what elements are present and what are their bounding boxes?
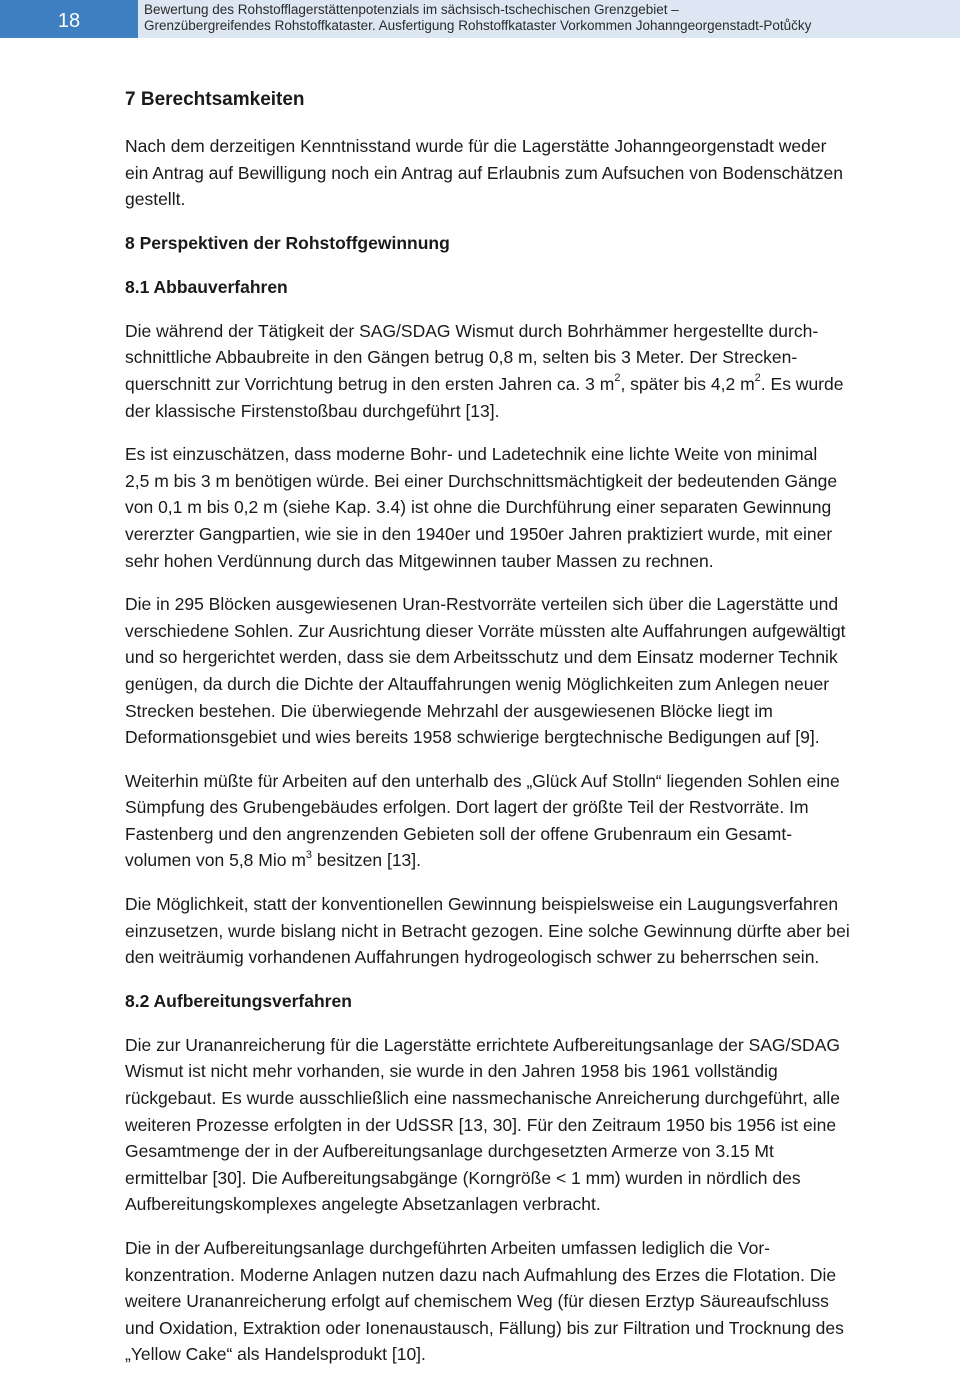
text-line: sehr hohen Verdünnung durch das Mitgewinnen tauber Massen zu rechnen. [125, 550, 714, 571]
text-line: genügen, da durch die Dichte der Altauffahrungen wenig Möglichkeiten zum Anlegen neuer [125, 673, 830, 694]
section-8-1-paragraph-5 [125, 891, 960, 971]
text-line: „Yellow Cake“ als Handelsprodukt [10]. [125, 1344, 426, 1365]
text-line: Es ist einzuschätzen, dass moderne Bohr- und Ladetechnik eine lichte Weite von minimal [125, 444, 818, 465]
superscript: 3 [305, 848, 313, 861]
section-8-2-heading: 8.2 Aufbereitungsverfahren [125, 990, 352, 1011]
section-8-1-paragraph-3 [125, 591, 960, 751]
page-header [0, 0, 960, 38]
text-line: vererzter Gangpartien, wie sie in den 1940er und 1950er Jahren praktiziert wurde, mit einer [125, 523, 833, 544]
text-fragment: volumen von 5,8 Mio m [125, 850, 306, 871]
text-line: verschiedene Sohlen. Zur Ausrichtung dieser Vorräte müssten alte Auffahrungen aufgewältigt [125, 620, 846, 641]
text-line: Aufbereitungskomplexes angelegte Absetzanlagen verbracht. [125, 1194, 601, 1215]
text-line [125, 847, 960, 874]
section-7-heading: 7 Berechtsamkeiten [125, 89, 305, 110]
text-line: einzusetzen, wurde bislang nicht in Betracht gezogen. Eine solche Gewinnung dürfte aber bei [125, 920, 850, 941]
text-line: Fastenberg und den angrenzenden Gebieten soll der offene Grubenraum ein Gesamt- [125, 823, 793, 844]
section-8-1-heading: 8.1 Abbauverfahren [125, 276, 288, 297]
text-line: gestellt. [125, 189, 186, 210]
superscript: 2 [754, 372, 761, 385]
text-line: Gesamtmenge der in der Aufbereitungsanlage durchgesetzten Armerze von 3.15 Mt [125, 1141, 774, 1162]
text-line: den weiträumig vorhandenen Auffahrungen hydrogeologisch schwer zu beherrschen sein. [125, 947, 820, 968]
superscript: 2 [614, 372, 621, 385]
text-line: ein Antrag auf Bewilligung noch ein Antrag auf Erlaubnis zum Aufsuchen von Bodenschätzen [125, 162, 843, 183]
text-line: Die während der Tätigkeit der SAG/SDAG Wismut durch Bohrhämmer hergestellte durch- [125, 320, 819, 341]
text-line: Sümpfung des Grubengebäudes erfolgen. Dort lagert der größte Teil der Restvorräte. Im [125, 797, 809, 818]
text-line: Die in 295 Blöcken ausgewiesenen Uran-Restvorräte verteilen sich über die Lagerstätte und [125, 594, 839, 615]
section-8-2-paragraph-2 [125, 1235, 960, 1368]
text-fragment: . Es wurde [760, 373, 844, 394]
text-fragment: querschnitt zur Vorrichtung betrug in den ersten Jahren ca. 3 m [125, 373, 615, 394]
section-8-heading: 8 Perspektiven der Rohstoffgewinnung [125, 232, 450, 253]
header-line-1: Bewertung des Rohstofflagerstättenpotenzials im sächsisch-tschechischen Grenzgebiet – [144, 2, 679, 17]
text-line: Die zur Urananreicherung für die Lagerstätte errichtete Aufbereitungsanlage der SAG/SDAG [125, 1034, 840, 1055]
text-line: von 0,1 m bis 0,2 m (siehe Kap. 3.4) ist ohne die Durchführung einer separaten Gewinnung [125, 497, 832, 518]
text-line: Deformationsgebiet und wies bereits 1958 schwierige bergtechnische Bedigungen auf [9]. [125, 727, 820, 748]
text-line: rückgebaut. Es wurde ausschließlich eine nassmechanische Anreicherung durchgeführt, alle [125, 1088, 840, 1109]
section-8-1-paragraph-2 [125, 441, 960, 574]
text-line [125, 371, 960, 398]
text-fragment: , später bis 4,2 m [620, 373, 755, 394]
text-line: Die in der Aufbereitungsanlage durchgeführten Arbeiten umfassen lediglich die Vor- [125, 1238, 770, 1258]
text-line: weitere Urananreicherung erfolgt auf chemischem Weg (für diesen Erztyp Säureaufschluss [125, 1291, 829, 1312]
text-line: Die Möglichkeit, statt der konventionellen Gewinnung beispielsweise ein Laugungsverfahren [125, 894, 839, 915]
text-line: Wismut ist nicht mehr vorhanden, sie wurde in den Jahren 1958 bis 1961 vollständig [125, 1061, 778, 1082]
text-line: 2,5 m bis 3 m benötigen würde. Bei einer Durchschnittsmächtigkeit der bedeutenden Gänge [125, 470, 838, 491]
text-line: weiteren Prozesse erfolgten in der UdSSR [13, 30]. Für den Zeitraum 1950 bis 1956 ist eine [125, 1114, 837, 1135]
text-line: Nach dem derzeitigen Kenntnisstand wurde für die Lagerstätte Johanngeorgenstadt weder [125, 136, 827, 156]
text-line: Strecken bestehen. Die überwiegende Mehrzahl der ausgewiesenen Blöcke liegt im [125, 700, 773, 721]
text-line: und Oxidation, Extraktion oder Ionenaustausch, Fällung) bis zur Filtration und Trocknung des [125, 1317, 844, 1338]
section-8-1-paragraph-4 [125, 768, 960, 874]
running-header [138, 0, 960, 38]
text-line: schnittliche Abbaubreite in den Gängen betrug 0,8 m, selten bis 3 Meter. Der Strecken- [125, 347, 798, 368]
section-8-1-paragraph-1 [125, 318, 960, 424]
text-line: konzentration. Moderne Anlagen nutzen dazu nach Aufmahlung des Erzes die Flotation. Die [125, 1264, 837, 1285]
text-line: ermittelbar [30]. Die Aufbereitungsabgänge (Korngröße < 1 mm) wurden in nördlich des [125, 1167, 801, 1188]
document-body [125, 84, 960, 1368]
text-line: Weiterhin müßte für Arbeiten auf den unterhalb des „Glück Auf Stolln“ liegenden Sohlen eine [125, 770, 840, 791]
text-line: und so hergerichtet werden, dass sie dem Arbeitsschutz und dem Einsatz moderner Technik [125, 647, 838, 668]
text-fragment: besitzen [13]. [312, 850, 422, 871]
section-7-paragraph [125, 133, 960, 213]
page-number: 18 [0, 0, 138, 38]
section-8-2-paragraph-1 [125, 1032, 960, 1218]
text-line: der klassische Firstenstoßbau durchgeführt [13]. [125, 400, 500, 421]
header-line-2: Grenzübergreifendes Rohstoffkataster. Ausfertigung Rohstoffkataster Vorkommen Johanngeorgenstadt-Potůčky [144, 18, 812, 33]
